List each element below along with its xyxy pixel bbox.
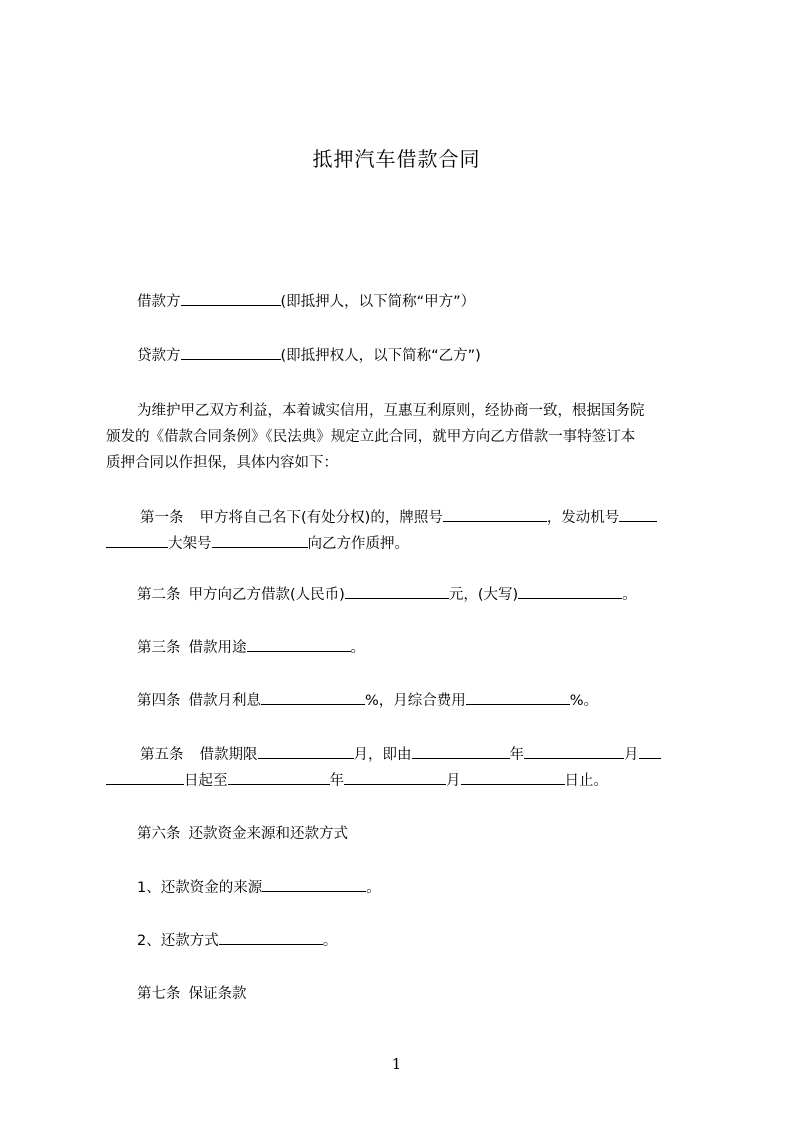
- page-number: 1: [391, 1055, 402, 1073]
- frame-number-blank[interactable]: [212, 533, 308, 548]
- engine-number-blank-cont[interactable]: [106, 533, 168, 548]
- article-2-text-c: 。: [622, 587, 637, 603]
- article-1-text-d: 向乙方作质押。: [307, 536, 409, 552]
- article-2-text-a: 甲方向乙方借款(人民币): [188, 587, 345, 603]
- repayment-method-blank[interactable]: [219, 930, 323, 945]
- monthly-fee-blank[interactable]: [466, 690, 570, 705]
- article-1-label: 第一条: [140, 510, 184, 526]
- borrower-line: [137, 291, 475, 312]
- repayment-source-blank[interactable]: [262, 877, 366, 892]
- article-5-text-d: 月: [624, 747, 639, 763]
- preamble-line-3: 质押合同以作担保，具体内容如下：: [106, 455, 338, 471]
- article-5-text-e: 日起至: [184, 773, 228, 789]
- loan-amount-blank[interactable]: [345, 584, 449, 599]
- article-1-text-b: ，发动机号: [546, 510, 620, 526]
- article-1-line-2: [106, 533, 409, 554]
- engine-number-blank[interactable]: [619, 507, 657, 522]
- lender-blank[interactable]: [181, 345, 281, 360]
- lender-line: [137, 345, 481, 366]
- article-5-label: 第五条: [140, 747, 184, 763]
- article-5-text-c: 年: [509, 747, 524, 763]
- article-5-text-a: 借款期限: [199, 747, 258, 763]
- end-month-blank[interactable]: [344, 770, 446, 785]
- article-4-text-c: %。: [569, 693, 599, 709]
- plate-number-blank[interactable]: [443, 507, 547, 522]
- end-day-blank[interactable]: [461, 770, 565, 785]
- article-5-line-2: [106, 770, 608, 791]
- preamble-line-1: 为维护甲乙双方利益，本着诚实信用，互惠互利原则，经协商一致，根据国务院: [137, 403, 645, 419]
- end-year-blank[interactable]: [228, 770, 330, 785]
- article-4-line: [137, 690, 598, 711]
- article-4-text-a: 借款月利息: [188, 693, 261, 709]
- article-5-text-f: 年: [329, 773, 344, 789]
- start-month-blank[interactable]: [524, 744, 624, 759]
- article-5-text-b: 月，即由: [353, 747, 412, 763]
- article-2-line: [137, 584, 637, 605]
- start-day-blank[interactable]: [639, 744, 661, 759]
- lender-label: 贷款方: [137, 348, 181, 364]
- article-4-label: 第四条: [137, 693, 181, 709]
- item-2-text-b: 。: [322, 933, 338, 949]
- lender-suffix: (即抵押权人，以下简称“乙方”): [280, 348, 481, 364]
- borrower-blank[interactable]: [181, 291, 281, 306]
- article-3-text-b: 。: [350, 640, 365, 656]
- article-3-label: 第三条: [137, 640, 181, 656]
- article-5-line-1: [140, 744, 661, 765]
- document-title: 抵押汽车借款合同: [312, 147, 481, 171]
- borrower-label: 借款方: [137, 294, 181, 310]
- preamble-line-2: 颁发的《借款合同条例》《民法典》规定立此合同，就甲方向乙方借款一事特签订本: [106, 429, 636, 445]
- item-1-line: [137, 877, 381, 898]
- borrower-suffix: (即抵押人，以下简称“甲方”）: [280, 294, 476, 310]
- article-5-text-g: 月: [446, 773, 461, 789]
- article-2-label: 第二条: [137, 587, 181, 603]
- article-7-label: 第七条: [137, 986, 181, 1002]
- article-6-label: 第六条: [137, 826, 181, 842]
- item-1-text-b: 。: [366, 880, 381, 896]
- article-1-text-a: 甲方将自己名下(有处分权)的，牌照号: [199, 510, 443, 526]
- loan-amount-words-blank[interactable]: [518, 584, 622, 599]
- article-6-line: [137, 824, 348, 844]
- article-4-text-b: %，月综合费用: [365, 693, 466, 709]
- article-5-text-h: 日止。: [564, 773, 608, 789]
- item-1-text-a: 1、还款资金的来源: [137, 880, 263, 896]
- article-3-text-a: 借款用途: [188, 640, 247, 656]
- article-2-text-b: 元，(大写): [448, 587, 519, 603]
- article-1-text-c: 大架号: [168, 536, 212, 552]
- start-year-blank[interactable]: [412, 744, 510, 759]
- article-1-line-1: [140, 507, 657, 528]
- item-2-line: [137, 930, 337, 951]
- article-3-line: [137, 637, 365, 658]
- loan-purpose-blank[interactable]: [247, 637, 351, 652]
- article-7-text: 保证条款: [188, 986, 247, 1002]
- loan-term-blank[interactable]: [258, 744, 354, 759]
- item-2-text-a: 2、还款方式: [137, 933, 219, 949]
- start-day-blank-cont[interactable]: [106, 770, 184, 785]
- article-6-text: 还款资金来源和还款方式: [188, 826, 348, 842]
- article-7-line: [137, 984, 247, 1004]
- monthly-interest-blank[interactable]: [261, 690, 365, 705]
